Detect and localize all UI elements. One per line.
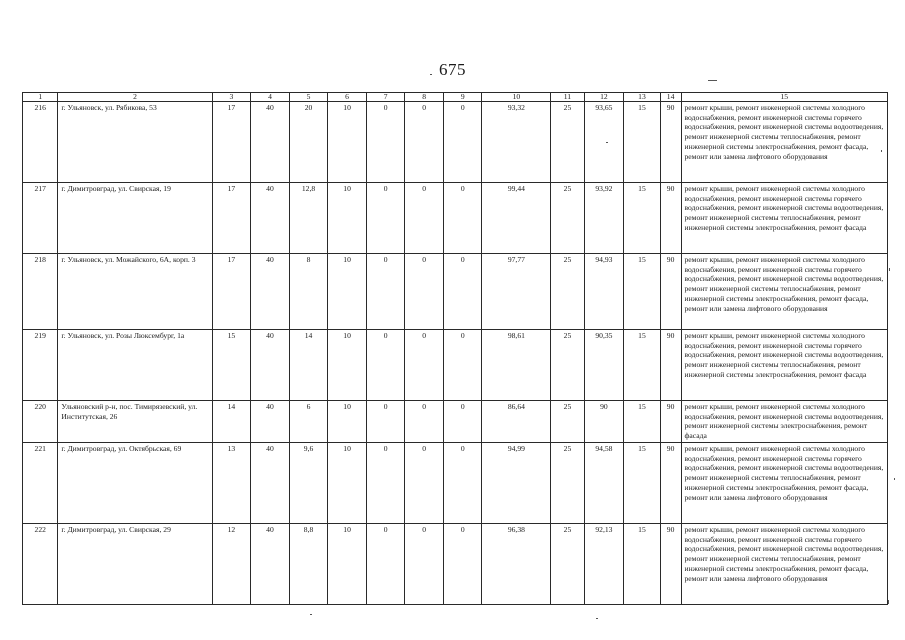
value-cell: 0 xyxy=(366,330,405,401)
column-number-cell: 15 xyxy=(681,93,888,102)
value-cell: 0 xyxy=(405,102,444,183)
value-cell: 90,35 xyxy=(584,330,624,401)
works-cell: ремонт крыши, ремонт инженерной системы холодного водоснабжения, ремонт инженерной системы горячего водоснабжения, ремонт инженерной системы водоотведения, ремонт инженерной системы теплоснабжения, ремонт инженерной системы электроснабжения, ремонт фасада, ремонт или замена лифтового оборудования xyxy=(681,254,888,330)
value-cell: 25 xyxy=(551,401,584,443)
table-row xyxy=(23,330,888,401)
value-cell: 90 xyxy=(660,330,681,401)
value-cell: 9,6 xyxy=(289,443,328,524)
value-cell: 15 xyxy=(624,102,660,183)
value-cell: 15 xyxy=(624,443,660,524)
table-row xyxy=(23,401,888,443)
value-cell: 94,93 xyxy=(584,254,624,330)
value-cell: 0 xyxy=(443,443,482,524)
value-cell: 17 xyxy=(212,183,251,254)
value-cell: 0 xyxy=(443,330,482,401)
value-cell: 40 xyxy=(251,524,290,605)
scan-speck xyxy=(888,600,889,604)
scan-speck xyxy=(894,478,895,480)
value-cell: 15 xyxy=(212,330,251,401)
address-cell: Ульяновский р-н, пос. Тимирязевский, ул. Институтская, 26 xyxy=(58,401,212,443)
value-cell: 25 xyxy=(551,254,584,330)
row-number-cell: 216 xyxy=(23,102,58,183)
repair-register-table xyxy=(22,92,888,605)
value-cell: 0 xyxy=(366,524,405,605)
value-cell: 90 xyxy=(660,401,681,443)
value-cell: 12 xyxy=(212,524,251,605)
value-cell: 0 xyxy=(366,254,405,330)
column-number-cell: 10 xyxy=(482,93,551,102)
column-number-cell: 7 xyxy=(366,93,405,102)
row-number-cell: 221 xyxy=(23,443,58,524)
works-cell: ремонт крыши, ремонт инженерной системы холодного водоснабжения, ремонт инженерной системы горячего водоснабжения, ремонт инженерной системы водоотведения, ремонт инженерной системы теплоснабжения, ремонт инженерной системы электроснабжения, ремонт фасада xyxy=(681,330,888,401)
value-cell: 40 xyxy=(251,254,290,330)
value-cell: 10 xyxy=(328,330,367,401)
value-cell: 0 xyxy=(366,401,405,443)
works-cell: ремонт крыши, ремонт инженерной системы холодного водоснабжения, ремонт инженерной системы горячего водоснабжения, ремонт инженерной системы водоотведения, ремонт инженерной системы теплоснабжения, ремонт инженерной системы электроснабжения, ремонт фасада, ремонт или замена лифтового оборудования xyxy=(681,524,888,605)
column-number-cell: 3 xyxy=(212,93,251,102)
value-cell: 96,38 xyxy=(482,524,551,605)
value-cell: 40 xyxy=(251,401,290,443)
value-cell: 94,58 xyxy=(584,443,624,524)
column-number-cell: 9 xyxy=(443,93,482,102)
value-cell: 0 xyxy=(443,254,482,330)
row-number-cell: 220 xyxy=(23,401,58,443)
value-cell: 17 xyxy=(212,254,251,330)
table-row xyxy=(23,443,888,524)
value-cell: 0 xyxy=(443,102,482,183)
address-cell: г. Димитровград, ул. Свирская, 19 xyxy=(58,183,212,254)
address-cell: г. Димитровград, ул. Октябрьская, 69 xyxy=(58,443,212,524)
value-cell: 17 xyxy=(212,102,251,183)
value-cell: 10 xyxy=(328,443,367,524)
value-cell: 25 xyxy=(551,524,584,605)
value-cell: 0 xyxy=(405,254,444,330)
value-cell: 90 xyxy=(660,183,681,254)
value-cell: 15 xyxy=(624,524,660,605)
value-cell: 90 xyxy=(660,254,681,330)
row-number-cell: 217 xyxy=(23,183,58,254)
scan-speck xyxy=(596,618,598,619)
value-cell: 10 xyxy=(328,401,367,443)
value-cell: 0 xyxy=(366,183,405,254)
table-row xyxy=(23,524,888,605)
table-row xyxy=(23,102,888,183)
value-cell: 90 xyxy=(584,401,624,443)
value-cell: 8 xyxy=(289,254,328,330)
value-cell: 8,8 xyxy=(289,524,328,605)
scan-speck xyxy=(430,74,432,75)
works-cell: ремонт крыши, ремонт инженерной системы холодного водоснабжения, ремонт инженерной системы горячего водоснабжения, ремонт инженерной системы водоотведения, ремонт инженерной системы теплоснабжения, ремонт инженерной системы электроснабжения, ремонт фасада, ремонт или замена лифтового оборудования xyxy=(681,102,888,183)
value-cell: 0 xyxy=(405,443,444,524)
value-cell: 15 xyxy=(624,401,660,443)
column-number-cell: 11 xyxy=(551,93,584,102)
value-cell: 40 xyxy=(251,102,290,183)
value-cell: 0 xyxy=(366,102,405,183)
column-number-cell: 4 xyxy=(251,93,290,102)
scan-speck xyxy=(310,614,312,615)
value-cell: 40 xyxy=(251,443,290,524)
works-cell: ремонт крыши, ремонт инженерной системы холодного водоснабжения, ремонт инженерной системы водоотведения, ремонт инженерной системы электроснабжения, ремонт фасада xyxy=(681,401,888,443)
value-cell: 86,64 xyxy=(482,401,551,443)
column-number-cell: 12 xyxy=(584,93,624,102)
value-cell: 25 xyxy=(551,102,584,183)
value-cell: 93,32 xyxy=(482,102,551,183)
value-cell: 93,65 xyxy=(584,102,624,183)
value-cell: 0 xyxy=(405,524,444,605)
works-cell: ремонт крыши, ремонт инженерной системы холодного водоснабжения, ремонт инженерной системы горячего водоснабжения, ремонт инженерной системы водоотведения, ремонт инженерной системы теплоснабжения, ремонт инженерной системы электроснабжения, ремонт фасада, ремонт или замена лифтового оборудования xyxy=(681,443,888,524)
value-cell: 14 xyxy=(289,330,328,401)
page-number: 675 xyxy=(439,60,466,79)
value-cell: 98,61 xyxy=(482,330,551,401)
value-cell: 25 xyxy=(551,443,584,524)
value-cell: 93,92 xyxy=(584,183,624,254)
value-cell: 90 xyxy=(660,443,681,524)
value-cell: 10 xyxy=(328,183,367,254)
scan-speck xyxy=(708,80,717,81)
value-cell: 90 xyxy=(660,102,681,183)
value-cell: 12,8 xyxy=(289,183,328,254)
value-cell: 10 xyxy=(328,254,367,330)
table-row xyxy=(23,254,888,330)
column-number-cell: 14 xyxy=(660,93,681,102)
value-cell: 0 xyxy=(405,401,444,443)
table-row xyxy=(23,183,888,254)
column-number-cell: 2 xyxy=(58,93,212,102)
value-cell: 90 xyxy=(660,524,681,605)
value-cell: 15 xyxy=(624,254,660,330)
column-number-cell: 6 xyxy=(328,93,367,102)
works-cell: ремонт крыши, ремонт инженерной системы холодного водоснабжения, ремонт инженерной системы горячего водоснабжения, ремонт инженерной системы водоотведения, ремонт инженерной системы теплоснабжения, ремонт инженерной системы электроснабжения, ремонт фасада xyxy=(681,183,888,254)
row-number-cell: 222 xyxy=(23,524,58,605)
column-number-cell: 5 xyxy=(289,93,328,102)
value-cell: 10 xyxy=(328,102,367,183)
address-cell: г. Ульяновск, ул. Можайского, 6А, корп. 3 xyxy=(58,254,212,330)
column-number-cell: 13 xyxy=(624,93,660,102)
value-cell: 0 xyxy=(366,443,405,524)
row-number-cell: 218 xyxy=(23,254,58,330)
value-cell: 99,44 xyxy=(482,183,551,254)
address-cell: г. Ульяновск, ул. Розы Люксембург, 1а xyxy=(58,330,212,401)
value-cell: 0 xyxy=(405,330,444,401)
value-cell: 0 xyxy=(443,401,482,443)
value-cell: 97,77 xyxy=(482,254,551,330)
value-cell: 6 xyxy=(289,401,328,443)
address-cell: г. Димитровград, ул. Свирская, 29 xyxy=(58,524,212,605)
value-cell: 25 xyxy=(551,183,584,254)
value-cell: 13 xyxy=(212,443,251,524)
row-number-cell: 219 xyxy=(23,330,58,401)
value-cell: 0 xyxy=(443,524,482,605)
column-number-cell: 8 xyxy=(405,93,444,102)
column-number-cell: 1 xyxy=(23,93,58,102)
value-cell: 0 xyxy=(443,183,482,254)
value-cell: 94,99 xyxy=(482,443,551,524)
value-cell: 40 xyxy=(251,183,290,254)
value-cell: 20 xyxy=(289,102,328,183)
value-cell: 14 xyxy=(212,401,251,443)
value-cell: 92,13 xyxy=(584,524,624,605)
scan-speck xyxy=(889,268,890,271)
value-cell: 10 xyxy=(328,524,367,605)
value-cell: 15 xyxy=(624,183,660,254)
value-cell: 0 xyxy=(405,183,444,254)
value-cell: 15 xyxy=(624,330,660,401)
address-cell: г. Ульяновск, ул. Рябикова, 53 xyxy=(58,102,212,183)
value-cell: 25 xyxy=(551,330,584,401)
column-number-row xyxy=(23,93,888,102)
value-cell: 40 xyxy=(251,330,290,401)
